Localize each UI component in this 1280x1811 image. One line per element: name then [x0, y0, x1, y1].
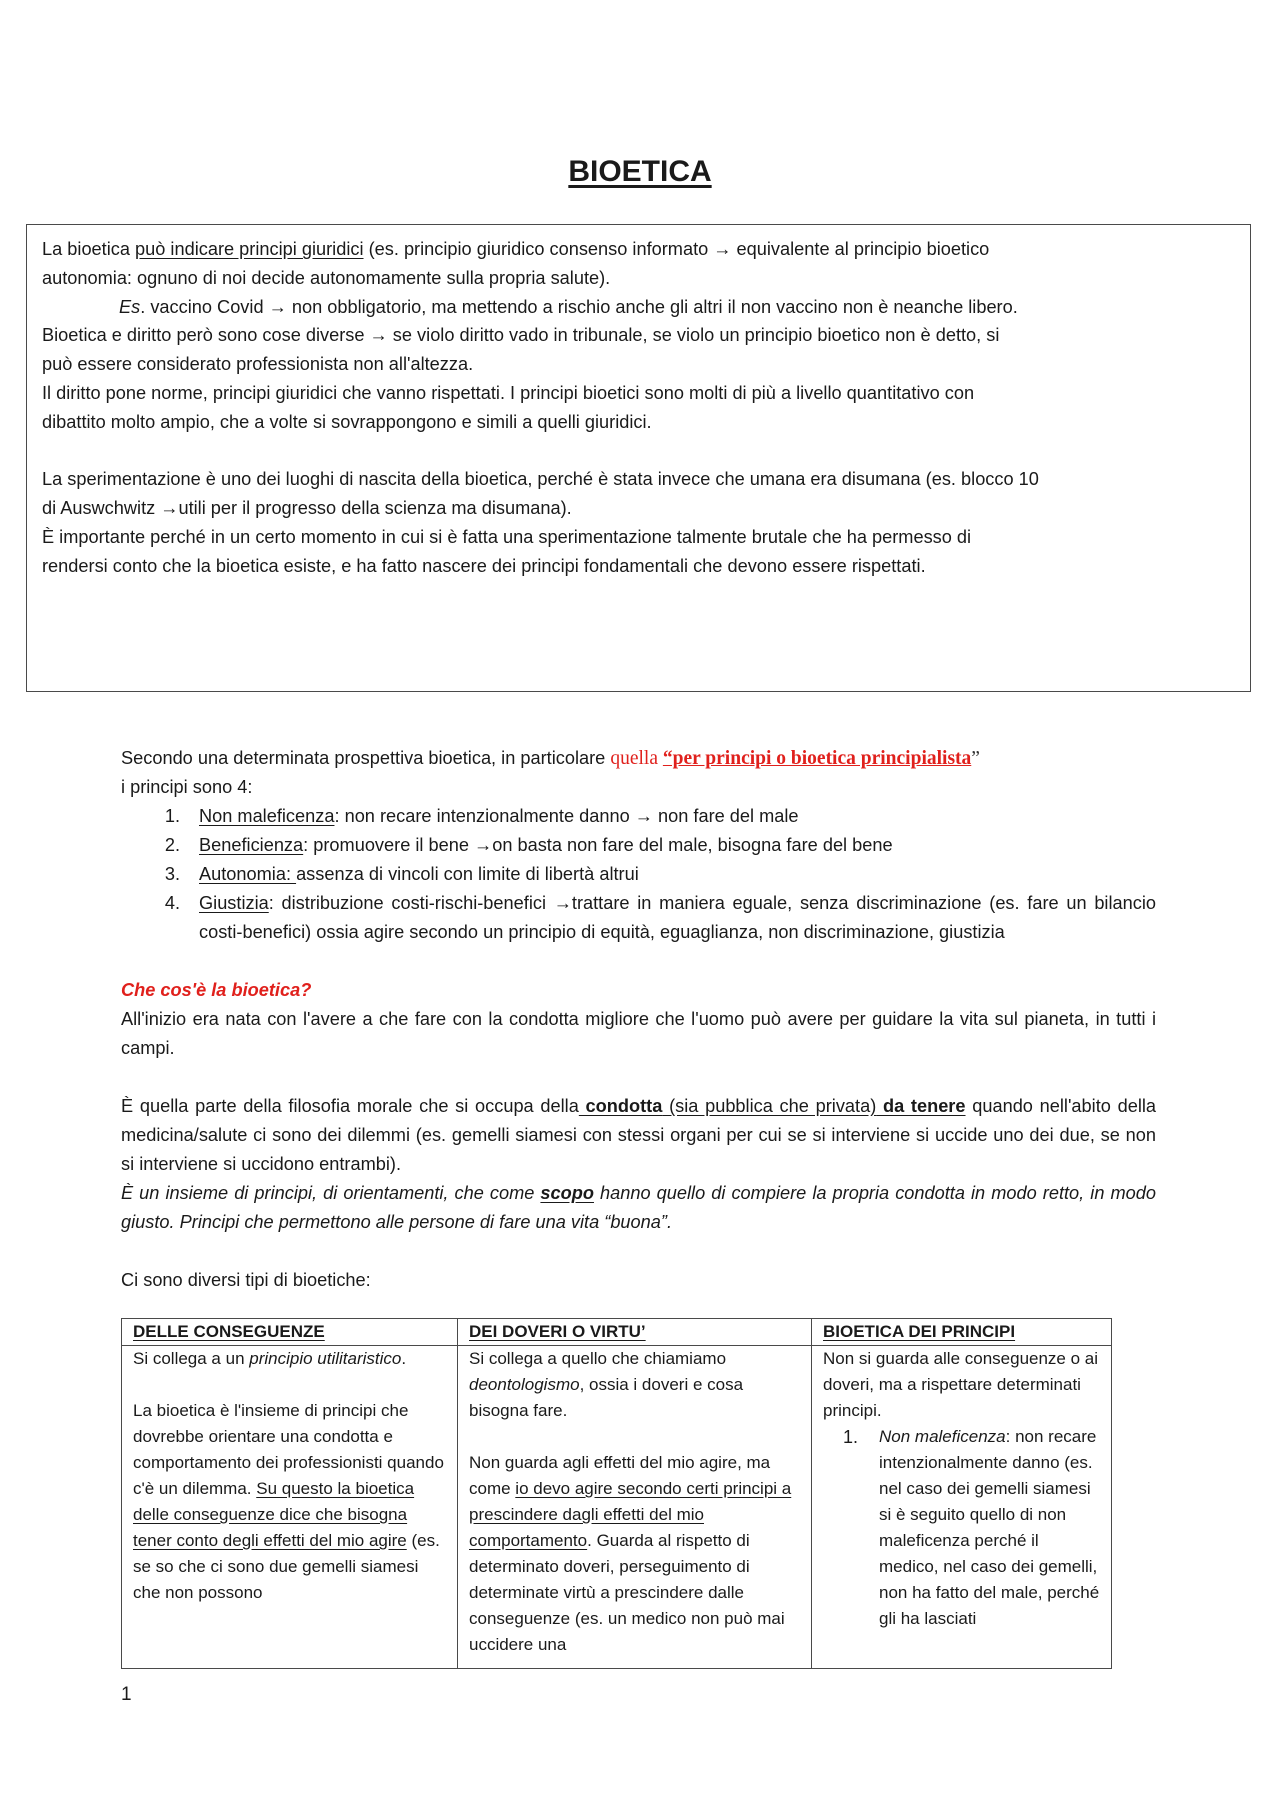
box-line: Bioetica e diritto però sono cose diverse → se violo diritto vado in tribunale, se violo un principio bioetico non è detto, si [42, 325, 1000, 346]
list-item: 3. Autonomia: assenza di vincoli con limite di libertà altrui [164, 864, 639, 884]
intro-box [26, 224, 1251, 692]
section-heading: Che cos'è la bioetica? [121, 980, 312, 1000]
box-line: Il diritto pone norme, principi giuridici che vanno rispettati. I principi bioetici sono molti di più a livello quantitativo con [42, 382, 975, 403]
bioethics-table [121, 1318, 1112, 1669]
box-line: può essere considerato professionista non all'altezza. [42, 354, 474, 375]
column-header: DELLE CONSEGUENZE [122, 1319, 458, 1346]
box-line: rendersi conto che la bioetica esiste, e ha fatto nascere dei principi fondamentali che devono essere rispettati. [42, 555, 926, 576]
box-line: di Auswchwitz →utili per il progresso della scienza ma disumana). [42, 498, 572, 519]
paragraph: È quella parte della filosofia morale che si occupa della condotta (sia pubblica che privata) da tenere quando nell'abito della medicina/salute ci sono dei dilemmi (es. gemelli siamesi con stessi organi per cui se si interviene si uccide uno dei due, se non si interviene si uccidono entrambi). [121, 1096, 1157, 1174]
table-row [122, 1346, 1112, 1669]
list-item: 1. Non maleficenza: non recare intenzionalmente danno (es. nel caso dei gemelli siamesi si è seguito quello di non maleficenza perché il medico, nel caso dei gemelli, non ha fatto del male, perché gli ha lasciati [842, 1427, 1100, 1628]
table-cell: Si collega a un principio utilitaristico. La bioetica è l'insieme di principi che dovrebbe orientare una condotta e comportamento dei professionisti quando c'è un dilemma. Su questo la bioetica delle conseguenze dice che bisogna tener conto degli effetti del mio agire (es. se so che ci sono due gemelli siamesi che non possono [122, 1346, 458, 1669]
table-cell: Non si guarda alle conseguenze o ai doveri, ma a rispettare determinati principi. 1. Non maleficenza: non recare intenzionalmente danno (es. nel caso dei gemelli siamesi si è seguito quello di non maleficenza perché il medico, nel caso dei gemelli, non ha fatto del male, perché gli ha lasciati [812, 1346, 1112, 1669]
main-content [121, 744, 1156, 1295]
column-header: BIOETICA DEI PRINCIPI [812, 1319, 1112, 1346]
box-line: dibattito molto ampio, che a volte si sovrappongono e simili a quelli giuridici. [42, 411, 652, 432]
principles-list [121, 802, 1156, 947]
box-line: La bioetica può indicare principi giuridici (es. principio giuridico consenso informato → equivalente al principio bioetico [42, 239, 990, 259]
list-item: 1. Non maleficenza: non recare intenzionalmente danno → non fare del male [164, 806, 799, 826]
box-line: È importante perché in un certo momento in cui si è fatta una sperimentazione talmente brutale che ha permesso di [42, 526, 972, 547]
list-item: 2. Beneficienza: promuovere il bene →on basta non fare del male, bisogna fare del bene [164, 835, 893, 855]
box-line-example: Es. vaccino Covid → non obbligatorio, ma mettendo a rischio anche gli altri il non vaccino non è neanche libero. [119, 296, 1018, 317]
column-header: DEI DOVERI O VIRTU’ [458, 1319, 812, 1346]
box-line: La sperimentazione è uno dei luoghi di nascita della bioetica, perché è stata invece che umana era disumana (es. blocco 10 [42, 469, 1039, 490]
paragraph: All'inizio era nata con l'avere a che fare con la condotta migliore che l'uomo può avere per guidare la vita sul pianeta, in tutti i campi. [121, 1009, 1156, 1058]
page-title: BIOETICA [568, 155, 712, 188]
list-item: 4. Giustizia: distribuzione costi-rischi-benefici →trattare in maniera eguale, senza discriminazione (es. fare un bilancio costi-benefici) ossia agire secondo un principio di equità, eguaglianza, non discriminazione, giustizia [164, 893, 1156, 942]
table-cell: Si collega a quello che chiamiamo deontologismo, ossia i doveri e cosa bisogna fare. Non guarda agli effetti del mio agire, ma come io devo agire secondo certi principi a prescindere dagli effetti del mio comportamento. Guarda al rispetto di determinato doveri, perseguimento di determinate virtù a prescindere dalle conseguenze (es. un medico non può mai uccidere una [458, 1346, 812, 1669]
paragraph-italic: È un insieme di principi, di orientamenti, che come scopo hanno quello di compiere la propria condotta in modo retto, in modo giusto. Principi che permettono alle persone di fare una vita “buona”. [121, 1183, 1156, 1232]
intro-line: Secondo una determinata prospettiva bioetica, in particolare quella “per principi o bioetica principialista” [121, 748, 980, 769]
page-number: 1 [121, 1684, 132, 1705]
intro-line-2: i principi sono 4: [121, 777, 253, 797]
box-line: autonomia: ognuno di noi decide autonomamente sulla propria salute). [42, 267, 611, 288]
table-intro: Ci sono diversi tipi di bioetiche: [121, 1270, 371, 1290]
table-header-row [122, 1319, 1112, 1346]
